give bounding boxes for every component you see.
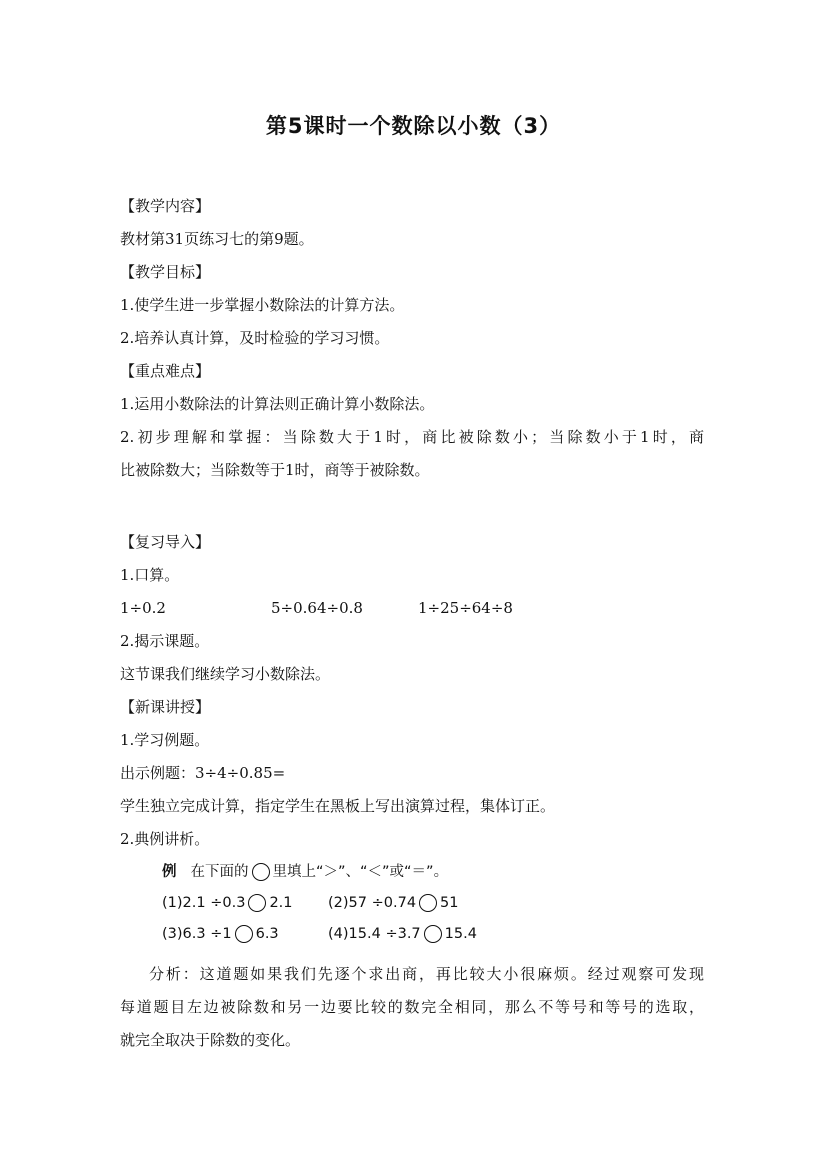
example-item-num: (1) [162, 895, 183, 911]
review-item-1: 1.口算。 [120, 566, 180, 584]
goals-heading: 【教学目标】 [120, 263, 211, 281]
new-lesson-heading: 【新课讲授】 [120, 698, 211, 716]
example-item-left: 6.3 ÷1 [182, 926, 232, 942]
key-point-2-line-1: 2.初步理解和掌握：当除数大于1时，商比被除数小；当除数小于1时，商 [120, 428, 704, 446]
key-heading: 【重点难点】 [120, 362, 211, 380]
new-lesson-text: 学生独立完成计算，指定学生在黑板上写出演算过程，集体订正。 [120, 797, 556, 815]
example-instruction-pre: 在下面的 [190, 864, 249, 880]
circle-icon [424, 925, 442, 943]
analysis-line-2: 每道题目左边被除数和另一边要比较的数完全相同，那么不等号和等号的选取， [120, 998, 704, 1016]
page-title: 第5课时一个数除以小数（3） [265, 114, 562, 138]
example-item-right: 6.3 [255, 926, 279, 942]
mental-calc-2: 5÷0.64÷0.8 [271, 599, 363, 617]
example-item-left: 15.4 ÷3.7 [348, 926, 421, 942]
example-item-left: 57 ÷0.74 [348, 895, 417, 911]
goal-1: 1.使学生进一步掌握小数除法的计算方法。 [120, 296, 405, 314]
circle-icon [252, 863, 270, 881]
example-item-right: 51 [440, 895, 459, 911]
example-label: 例 [162, 864, 177, 880]
example-item-num: (3) [162, 926, 183, 942]
analysis-line-3: 就完全取决于除数的变化。 [120, 1031, 301, 1049]
content-text: 教材第31页练习七的第9题。 [120, 230, 314, 248]
example-item-right: 15.4 [444, 926, 477, 942]
example-instruction-post: 里填上“＞”、“＜”或“＝”。 [272, 864, 449, 880]
mental-calc-3: 1÷25÷64÷8 [418, 599, 513, 617]
example-item-4 [328, 924, 477, 944]
example-item-2 [328, 893, 459, 913]
review-heading: 【复习导入】 [120, 533, 211, 551]
circle-icon [235, 925, 253, 943]
review-item-2-text: 这节课我们继续学习小数除法。 [120, 665, 331, 683]
example-item-right: 2.1 [269, 895, 293, 911]
goal-2: 2.培养认真计算，及时检验的学习习惯。 [120, 329, 390, 347]
example-instruction [162, 862, 448, 882]
circle-icon [419, 894, 437, 912]
mental-calc-1: 1÷0.2 [120, 599, 166, 617]
new-lesson-item-1: 1.学习例题。 [120, 731, 210, 749]
key-point-1: 1.运用小数除法的计算法则正确计算小数除法。 [120, 395, 435, 413]
circle-icon [248, 894, 266, 912]
example-item-num: (2) [328, 895, 349, 911]
analysis-line-1: 分析：这道题如果我们先逐个求出商，再比较大小很麻烦。经过观察可发现 [149, 965, 704, 983]
new-lesson-example: 出示例题：3÷4÷0.85= [120, 764, 286, 782]
new-lesson-item-2: 2.典例讲析。 [120, 830, 210, 848]
example-item-left: 2.1 ÷0.3 [182, 895, 246, 911]
key-point-2-line-2: 比被除数大；当除数等于1时，商等于被除数。 [120, 461, 430, 479]
content-heading: 【教学内容】 [120, 197, 211, 215]
example-item-1 [162, 893, 293, 913]
example-item-3 [162, 924, 279, 944]
review-item-2: 2.揭示课题。 [120, 632, 210, 650]
example-item-num: (4) [328, 926, 349, 942]
